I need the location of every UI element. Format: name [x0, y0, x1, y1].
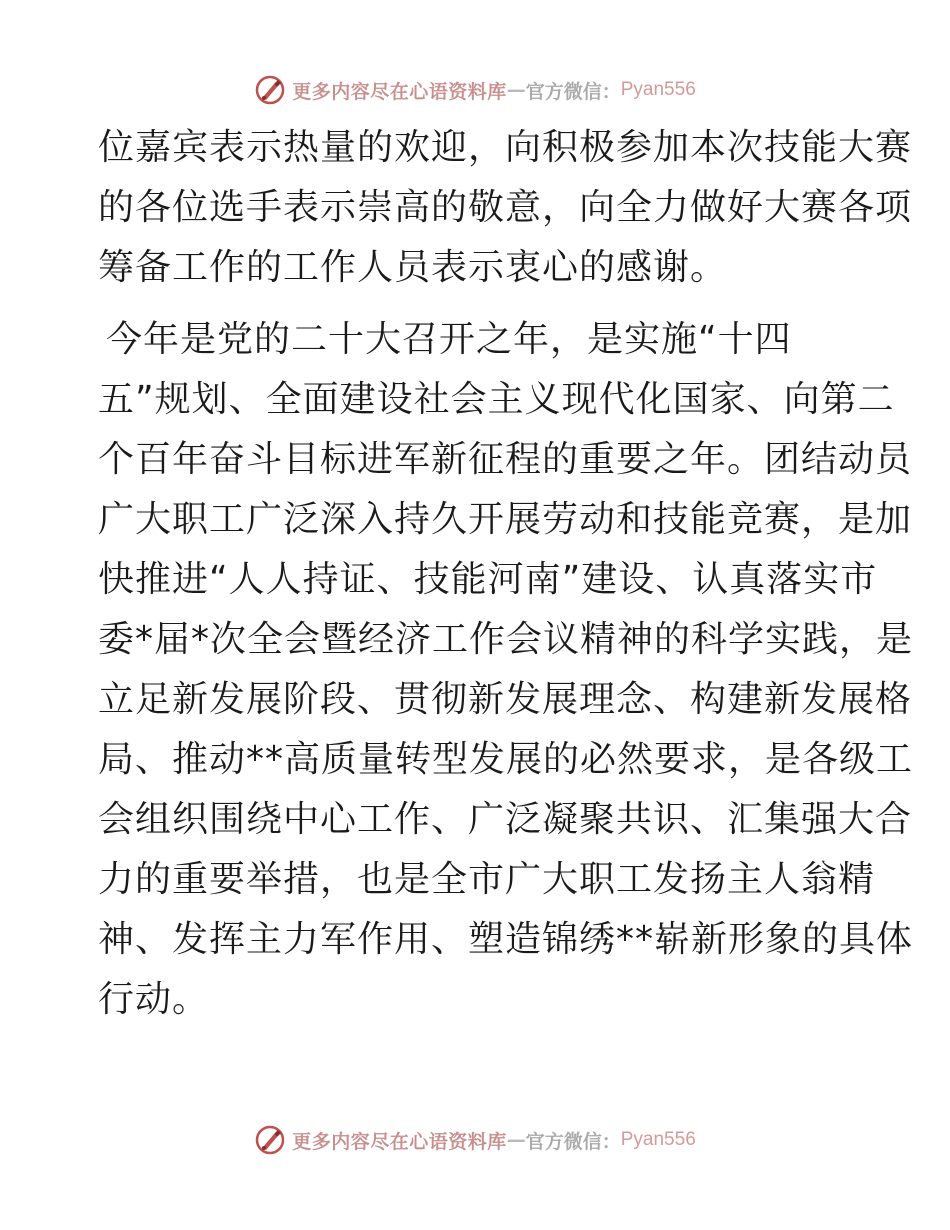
watermark-account: Pyan556: [620, 79, 696, 100]
paragraph-2: [98, 310, 914, 1030]
watermark-official: 官方微信：: [525, 80, 621, 103]
text-line: 五”规划、全面建设社会主义现代化国家、向第二: [98, 379, 895, 420]
watermark-account: Pyan556: [620, 1129, 696, 1150]
document-body: [98, 118, 914, 1030]
text-line: 快推进“人人持证、技能河南”建设、认真落实市: [98, 559, 878, 600]
text-line: 局、推动**高质量转型发展的必然要求，是各级工: [98, 739, 914, 780]
pen-logo-icon: [254, 1124, 286, 1156]
paragraph-1: [98, 118, 913, 298]
header-watermark: [0, 70, 950, 110]
watermark-separator: —: [506, 79, 526, 101]
text-line: 今年是党的二十大召开之年，是实施“十四: [106, 319, 792, 360]
text-line: 力的重要举措，也是全市广大职工发扬主人翁精: [98, 859, 876, 900]
pen-logo-icon: [254, 74, 286, 106]
footer-watermark: [0, 1120, 950, 1160]
text-line: 会组织围绕中心工作、广泛凝聚共识、汇集强大合: [98, 799, 913, 840]
watermark-separator: —: [506, 1129, 526, 1151]
text-line: 筹备工作的工作人员表示衷心的感谢。: [98, 247, 728, 288]
watermark-text: 更多内容尽在心语资料库: [292, 80, 507, 103]
text-line: 的各位选手表示崇高的敬意，向全力做好大赛各项: [98, 187, 913, 228]
watermark-text: 更多内容尽在心语资料库: [292, 1130, 507, 1153]
text-line: 神、发挥主力军作用、塑造锦绣**崭新形象的具体: [98, 919, 914, 960]
text-line: 委*届*次全会暨经济工作会议精神的科学实践，是: [98, 619, 914, 660]
watermark-official: 官方微信：: [525, 1130, 621, 1153]
text-line: 个百年奋斗目标进军新征程的重要之年。团结动员: [98, 439, 913, 480]
text-line: 行动。: [98, 979, 210, 1020]
text-line: 广大职工广泛深入持久开展劳动和技能竞赛，是加: [98, 499, 913, 540]
text-line: 位嘉宾表示热量的欢迎，向积极参加本次技能大赛: [98, 127, 913, 168]
text-line: 立足新发展阶段、贯彻新发展理念、构建新发展格: [98, 679, 913, 720]
